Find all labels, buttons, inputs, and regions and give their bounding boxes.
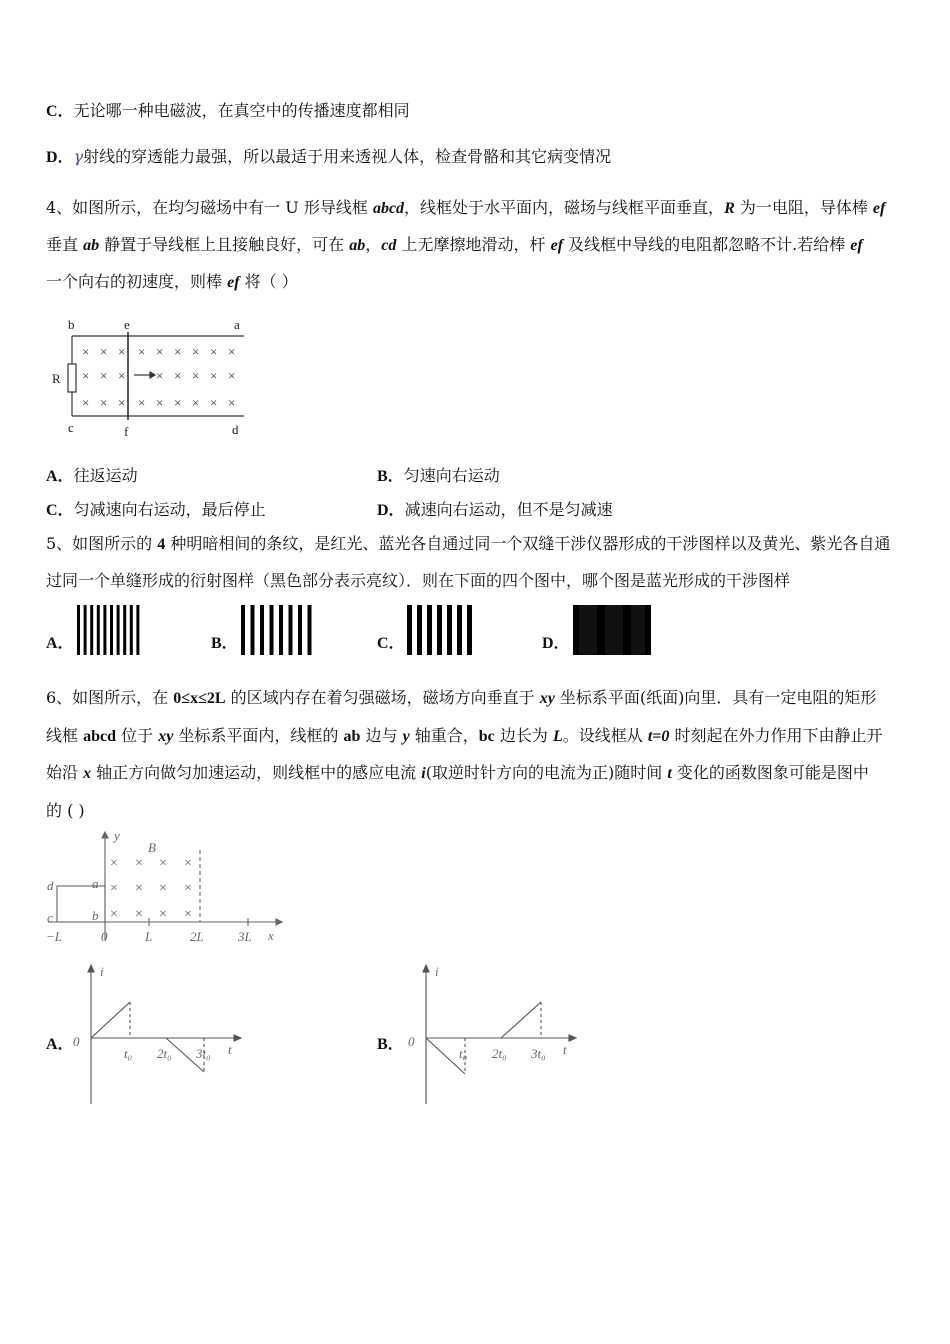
- var-ef: ef: [227, 274, 240, 291]
- field-cross-mark: ×: [100, 344, 108, 359]
- bright-fringe: [289, 605, 293, 655]
- q3-option-c: [46, 100, 410, 123]
- bright-fringe: [573, 605, 579, 655]
- var-bc: bc: [478, 728, 495, 745]
- bright-fringe: [407, 605, 412, 655]
- var-x: x: [83, 765, 92, 782]
- field-cross-mark: ×: [184, 907, 192, 922]
- var-ef: ef: [872, 200, 886, 217]
- bright-fringe: [110, 605, 113, 655]
- option-letter: C．: [46, 103, 74, 120]
- fringe-pattern-a: [77, 605, 143, 657]
- x-axis-arrow: [276, 919, 282, 925]
- magnetic-field-crosses: [110, 856, 192, 922]
- q6-field-figure: [44, 830, 284, 948]
- field-cross-mark: ×: [118, 344, 126, 359]
- label-d: d: [232, 422, 239, 437]
- q6-stem-line-3: [46, 762, 869, 785]
- bright-fringe: [447, 605, 452, 655]
- resistor: [68, 364, 76, 392]
- field-cross-mark: ×: [110, 856, 118, 871]
- label-e: e: [124, 317, 130, 332]
- bright-fringe: [136, 605, 139, 655]
- q5-stem-line-2: 过同一个单缝形成的衍射图样（黑色部分表示亮纹）．则在下面的四个图中，哪个图是蓝光形成的干涉图样: [46, 571, 791, 590]
- field-cross-mark: ×: [159, 907, 167, 922]
- field-cross-mark: ×: [82, 395, 90, 410]
- label-R: R: [52, 371, 61, 386]
- bright-fringe: [84, 605, 87, 655]
- label-t0: t₀: [124, 1046, 133, 1061]
- field-cross-mark: ×: [210, 395, 218, 410]
- q4-option-c: [46, 499, 266, 522]
- text: 的 ( ): [46, 801, 85, 820]
- field-cross-mark: ×: [135, 856, 143, 871]
- option-letter: D．: [377, 502, 405, 519]
- var-ef: ef: [550, 237, 564, 254]
- var-t: t: [667, 765, 672, 782]
- field-cross-mark: ×: [228, 395, 236, 410]
- bright-fringe: [270, 605, 274, 655]
- wide-fringe: [631, 605, 645, 655]
- text: 。设线框从: [562, 726, 648, 745]
- t-axis-arrow: [234, 1035, 241, 1041]
- q6-label-a: A．: [46, 1036, 74, 1053]
- wide-fringe: [605, 605, 623, 655]
- field-cross-mark: ×: [100, 368, 108, 383]
- field-cross-mark: ×: [138, 395, 146, 410]
- field-cross-mark: ×: [100, 395, 108, 410]
- t-axis-arrow: [569, 1035, 576, 1041]
- q5-label-d: D．: [542, 635, 570, 652]
- bright-fringe: [97, 605, 100, 655]
- field-cross-mark: ×: [138, 344, 146, 359]
- field-cross-mark: ×: [159, 856, 167, 871]
- label-a: a: [234, 317, 240, 332]
- field-cross-mark: ×: [184, 881, 192, 896]
- label-c: c: [68, 420, 74, 435]
- option-text: 射线的穿透能力最强，所以最适于用来透视人体，检查骨骼和其它病变情况: [83, 147, 612, 166]
- label-zero: 0: [408, 1034, 415, 1049]
- text: 4、如图所示，在均匀磁场中有一 U 形导线框: [46, 198, 373, 217]
- field-cross-mark: ×: [174, 368, 182, 383]
- q4-circuit-figure: [46, 312, 256, 442]
- text: 种明暗相间的条纹，是红光、蓝光各自通过同一个双缝干涉仪器形成的干涉图样以及黄光、紫光各自通: [165, 534, 891, 553]
- text: 将（ ）: [239, 272, 298, 291]
- field-cross-mark: ×: [228, 368, 236, 383]
- field-cross-mark: ×: [156, 368, 164, 383]
- bright-fringe: [308, 605, 312, 655]
- arrowhead: [150, 372, 155, 378]
- q6-stem-line-1: [46, 687, 876, 710]
- text: 为一电阻，导体棒: [734, 198, 873, 217]
- label-3t0: 3t₀: [196, 1046, 211, 1061]
- text: 边与: [360, 726, 403, 745]
- text: 时刻起在外力作用下由静止开: [669, 726, 883, 745]
- field-cross-mark: ×: [174, 395, 182, 410]
- field-cross-mark: ×: [156, 344, 164, 359]
- q5-stem-line-1: [46, 533, 890, 556]
- option-text: 减速向右运动，但不是匀减速: [404, 500, 613, 519]
- text: 始沿: [46, 763, 84, 782]
- field-cross-mark: ×: [82, 344, 90, 359]
- field-cross-mark: ×: [156, 395, 164, 410]
- var-R: R: [724, 200, 735, 217]
- label-f: f: [124, 424, 129, 439]
- q6-graph-b: [405, 962, 585, 1108]
- var-ab: ab: [349, 237, 366, 254]
- field-cross-mark: ×: [118, 368, 126, 383]
- text: 位于: [116, 726, 159, 745]
- label-2L: 2L: [190, 929, 204, 944]
- label-zero: 0: [101, 929, 108, 944]
- text: ，线框处于水平面内，磁场与线框平面垂直，: [404, 198, 725, 217]
- label-x: x: [268, 928, 274, 943]
- option-text: 往返运动: [73, 466, 138, 485]
- bright-fringe: [241, 605, 245, 655]
- text: 轴正方向做匀加速运动，则线框中的感应电流: [91, 763, 422, 782]
- bright-fringe: [251, 605, 255, 655]
- label-d: d: [47, 878, 54, 893]
- q4-stem-line-1: [46, 197, 885, 220]
- bright-fringe: [298, 605, 302, 655]
- text: ，: [365, 235, 382, 254]
- label-neg-L: −L: [46, 929, 63, 944]
- option-letter: A．: [46, 468, 74, 485]
- bright-fringe: [467, 605, 472, 655]
- text: 及线框中导线的电阻都忽略不计.若给棒: [563, 235, 851, 254]
- label-3L: 3L: [238, 929, 252, 944]
- text: 轴重合，: [409, 726, 479, 745]
- text: 边长为: [494, 726, 553, 745]
- text: 6、如图所示，在: [46, 688, 174, 707]
- label-zero: 0: [73, 1034, 80, 1049]
- bright-fringe: [90, 605, 93, 655]
- var-y: y: [402, 728, 410, 745]
- var-ab: ab: [343, 728, 361, 745]
- var-abcd: abcd: [372, 200, 405, 217]
- var-xy: xy: [158, 728, 174, 745]
- i-axis-arrow: [423, 965, 429, 972]
- label-2t0: 2t₀: [492, 1046, 507, 1061]
- field-cross-mark: ×: [210, 368, 218, 383]
- text: 变化的函数图象可能是图中: [671, 763, 869, 782]
- field-cross-mark: ×: [110, 907, 118, 922]
- fringe-pattern-c: [407, 605, 477, 657]
- q3-option-d: [46, 146, 611, 169]
- label-L: L: [145, 929, 153, 944]
- q4-stem-line-3: [46, 271, 298, 294]
- curve-segment-2: [501, 1002, 541, 1038]
- text: 的区域内存在着匀强磁场，磁场方向垂直于: [225, 688, 540, 707]
- label-3t0: 3t₀: [531, 1046, 546, 1061]
- label-t: t: [563, 1042, 567, 1057]
- label-i: i: [100, 964, 104, 979]
- bright-fringe: [623, 605, 631, 655]
- label-b: b: [92, 908, 99, 923]
- label-t0: t₀: [459, 1046, 468, 1061]
- text: 坐标系平面内，线框的: [173, 726, 344, 745]
- wide-fringe: [579, 605, 597, 655]
- bright-fringe: [123, 605, 126, 655]
- bright-fringe: [279, 605, 283, 655]
- text: 一个向右的初速度，则棒: [46, 272, 228, 291]
- label-y: y: [114, 830, 120, 843]
- var-L: L: [552, 728, 563, 745]
- i-axis-arrow: [88, 965, 94, 972]
- fringe-pattern-b: [241, 605, 317, 657]
- label-2t0: 2t₀: [157, 1046, 172, 1061]
- q4-option-d: [377, 499, 613, 522]
- option-text: 无论哪一种电磁波，在真空中的传播速度都相同: [73, 101, 410, 120]
- label-b: b: [68, 317, 75, 332]
- bright-fringe: [457, 605, 462, 655]
- q4-option-b: [377, 465, 500, 488]
- var-xy: xy: [539, 690, 555, 707]
- label-c: c: [47, 910, 53, 925]
- q6-stem-line-2: [46, 725, 883, 748]
- label-t: t: [228, 1042, 232, 1057]
- field-cross-mark: ×: [174, 344, 182, 359]
- field-cross-mark: ×: [118, 395, 126, 410]
- q5-label-a: A．: [46, 635, 74, 652]
- bright-fringe: [645, 605, 651, 655]
- text: 垂直: [46, 235, 84, 254]
- field-cross-mark: ×: [210, 344, 218, 359]
- range-expression: 0≤x≤2L: [173, 690, 226, 707]
- var-i: i: [421, 765, 426, 782]
- text: 上无摩擦地滑动，杆: [396, 235, 551, 254]
- fringe-pattern-d: [573, 605, 653, 657]
- q6-label-b: B．: [377, 1036, 404, 1053]
- bright-fringe: [117, 605, 120, 655]
- label-i: i: [435, 964, 439, 979]
- field-cross-mark: ×: [192, 395, 200, 410]
- var-cd: cd: [381, 237, 397, 254]
- q4-stem-line-2: [46, 234, 863, 257]
- y-axis-arrow: [102, 832, 108, 838]
- text: 静置于导线框上且接触良好，可在: [99, 235, 350, 254]
- curve-segment-1: [91, 1002, 130, 1038]
- gamma-symbol: γ: [73, 147, 84, 166]
- q6-graph-a: [70, 962, 250, 1108]
- bright-fringe: [597, 605, 605, 655]
- option-letter: B．: [377, 468, 404, 485]
- bright-fringe: [77, 605, 80, 655]
- var-ab: ab: [83, 237, 100, 254]
- var-ef: ef: [850, 237, 863, 254]
- field-cross-mark: ×: [192, 344, 200, 359]
- field-cross-mark: ×: [135, 907, 143, 922]
- field-cross-mark: ×: [159, 881, 167, 896]
- var-abcd: abcd: [83, 728, 116, 745]
- text: 线框: [46, 726, 84, 745]
- q5-label-b: B．: [211, 635, 238, 652]
- option-text: 匀速向右运动: [403, 466, 500, 485]
- field-cross-mark: ×: [192, 368, 200, 383]
- bright-fringe: [417, 605, 422, 655]
- field-cross-mark: ×: [184, 856, 192, 871]
- option-letter: D．: [46, 149, 74, 166]
- field-cross-mark: ×: [228, 344, 236, 359]
- text: (取逆时针方向的电流为正)随时间: [425, 763, 668, 782]
- bright-fringe: [260, 605, 264, 655]
- field-cross-mark: ×: [110, 881, 118, 896]
- text: 5、如图所示的: [46, 534, 158, 553]
- option-text: 匀减速向右运动，最后停止: [73, 500, 266, 519]
- number-4: 4: [157, 536, 166, 553]
- magnetic-field-crosses: [82, 344, 235, 410]
- var-t0: t=0: [647, 728, 670, 745]
- bright-fringe: [427, 605, 432, 655]
- field-cross-mark: ×: [82, 368, 90, 383]
- option-letter: C．: [46, 502, 74, 519]
- label-B: B: [148, 840, 156, 855]
- bright-fringe: [130, 605, 133, 655]
- bright-fringe: [437, 605, 442, 655]
- q5-label-c: C．: [377, 635, 405, 652]
- q4-option-a: [46, 465, 138, 488]
- bright-fringe: [103, 605, 106, 655]
- field-cross-mark: ×: [135, 881, 143, 896]
- text: 坐标系平面(纸面)向里．具有一定电阻的矩形: [554, 688, 877, 707]
- q6-stem-line-4: [46, 800, 85, 822]
- label-a: a: [92, 876, 99, 891]
